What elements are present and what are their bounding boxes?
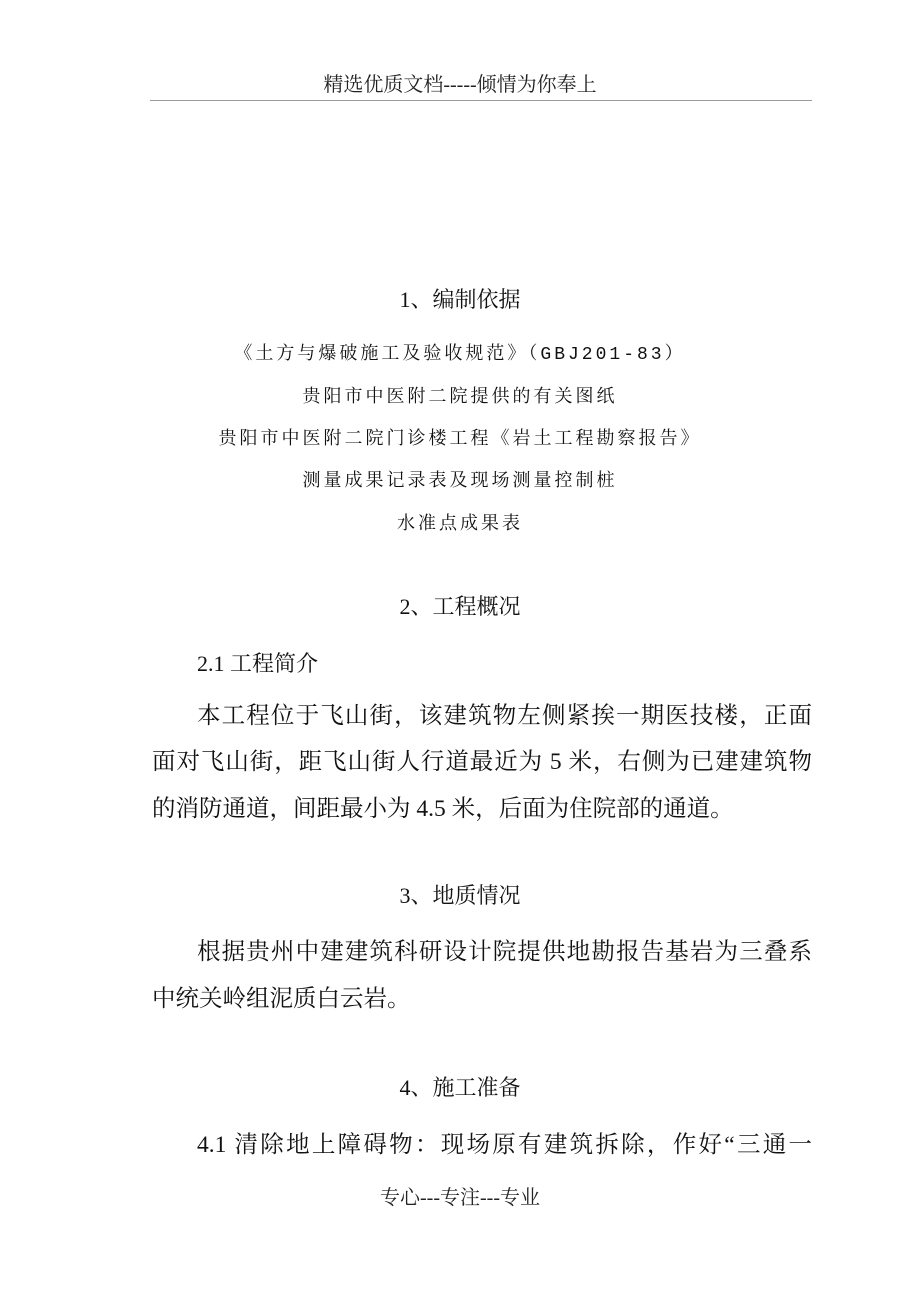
paragraph-line: 中统关岭组泥质白云岩。	[152, 986, 411, 1012]
section-heading-preparation: 4、施工准备	[399, 1075, 521, 1100]
basis-item: 贵阳市中医附二院提供的有关图纸	[302, 388, 618, 408]
paragraph-line: 根据贵州中建建筑科研设计院提供地勘报告基岩为三叠系	[197, 939, 812, 965]
paragraph-line: 面对飞山街，距飞山街人行道最近为 5 米，右侧为已建建筑物	[152, 749, 812, 775]
subsection-heading-intro: 2.1 工程简介	[197, 651, 319, 676]
basis-item: 水准点成果表	[397, 515, 523, 535]
section-heading-geology: 3、地质情况	[399, 883, 521, 908]
section-heading-basis: 1、编制依据	[399, 287, 521, 312]
page-footer-text: 专心---专注---专业	[380, 1187, 540, 1209]
header-divider	[150, 100, 812, 101]
paragraph-line: 的消防通道，间距最小为 4.5 米，后面为住院部的通道。	[152, 796, 734, 822]
paragraph-line: 本工程位于飞山街，该建筑物左侧紧挨一期医技楼，正面	[197, 703, 812, 729]
basis-item: 贵阳市中医附二院门诊楼工程《岩土工程勘察报告》	[218, 430, 702, 450]
basis-item: 测量成果记录表及现场测量控制桩	[302, 472, 618, 492]
page-header-title: 精选优质文档-----倾情为你奉上	[323, 74, 597, 96]
basis-item: 《土方与爆破施工及验收规范》（GBJ201-83）	[234, 345, 686, 365]
section-heading-overview: 2、工程概况	[399, 594, 521, 619]
paragraph-line: 4.1 清除地上障碍物：现场原有建筑拆除，作好“三通一	[197, 1132, 812, 1158]
